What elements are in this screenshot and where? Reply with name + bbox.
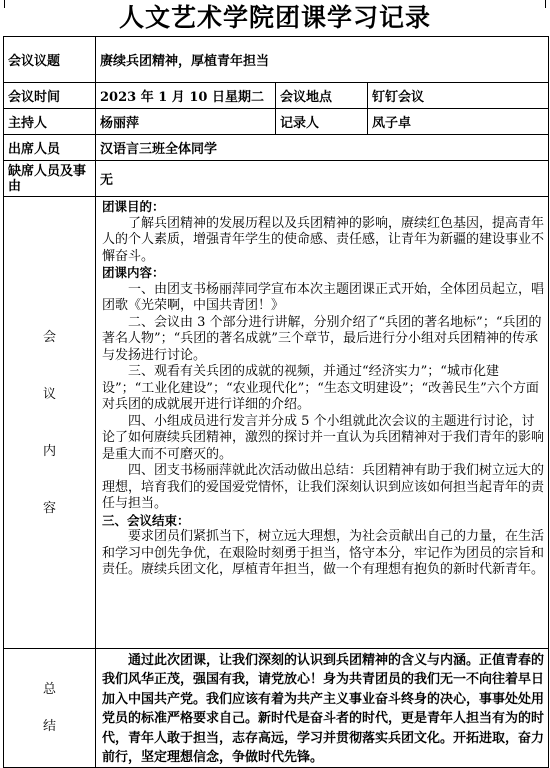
- host-label: 主持人: [4, 109, 96, 135]
- content-label-char: 议: [42, 386, 56, 402]
- summary-label-char: 总: [42, 682, 56, 698]
- absent-row: [4, 161, 549, 197]
- content-label: [4, 197, 96, 649]
- meeting-content: [96, 197, 549, 649]
- content-item: 四、小组成员进行发言并分成 5 个小组就此次会议的主题进行讨论，讨论了如何赓续兵团精神，激烈的探讨并一直认为兵团精神对于我们青年的影响是重大而不可磨灭的。: [102, 413, 545, 462]
- topic-label: 会议议题: [4, 37, 96, 83]
- conclusion-heading: 三、会议结束：: [102, 512, 190, 528]
- attendees-label: 出席人员: [4, 135, 96, 161]
- attendees-value: 汉语言三班全体同学: [96, 135, 549, 161]
- recorder-value: 凤子卓: [368, 109, 549, 135]
- attendees-row: [4, 135, 549, 161]
- summary-row: [4, 649, 549, 768]
- recorder-label: 记录人: [276, 109, 368, 135]
- record-table: [3, 36, 549, 768]
- topic-value: 赓续兵团精神，厚植青年担当: [96, 37, 549, 83]
- absent-label: 缺席人员及事由: [4, 161, 96, 197]
- topic-row: [4, 37, 549, 83]
- summary-text: 通过此次团课，让我们深刻的认识到兵团精神的含义与内涵。正值青春的我们风华正茂，强国有我，请党放心！身为共青团员的我们无一不向往着早日加入中国共产党。我们应该有着为共产主义事业奋斗终身的决心，事事处处用党员的标准严格要求自己。新时代是奋斗者的时代，更是青年人担当有为的时代，青年人敢于担当，志存高远，学习并贯彻落实兵团文化。开拓进取，奋力前行，坚定理想信念，争做时代先锋。: [102, 653, 545, 766]
- content-row: [4, 197, 549, 649]
- summary-content: [96, 649, 549, 768]
- content-item: 二、会议由 3 个部分进行讲解，分别介绍了“兵团的著名地标”；“兵团的著名人物”；“兵团的著名成就”三个章节，最后进行分小组对兵团精神的传承与发扬进行讨论。: [102, 314, 542, 363]
- host-row: [4, 109, 549, 135]
- place-value: 钉钉会议: [368, 83, 549, 109]
- time-row: [4, 83, 549, 109]
- page-title: 人文艺术学院团课学习记录: [118, 3, 431, 32]
- conclusion-text: 要求团员们紧抓当下，树立远大理想，为社会贡献出自己的力量，在生活和学习中创先争优，在艰险时刻勇于担当，恪守本分，牢记作为团员的宗旨和责任。赓续兵团文化，厚植青年担当，做一个有理想有抱负的新时代新青年。: [102, 529, 545, 577]
- content-item: 三、观看有关兵团的成就的视频，并通过“经济实力”；“城市化建设”；“工业化建设”；“农业现代化”；“生态文明建设”；“改善民生”六个方面对兵团的成就展开进行详细的介绍。: [102, 364, 539, 412]
- purpose-heading: 团课目的：: [102, 199, 165, 214]
- process-heading: 团课内容：: [102, 265, 165, 280]
- content-label-char: 内: [42, 443, 56, 459]
- content-item: 四、团支书杨丽萍就此次活动做出总结：兵团精神有助于我们树立远大的理想，培育我们的爱国爱党情怀，让我们深刻认识到应该如何担当起青年的责任与担当。: [102, 463, 545, 511]
- absent-value: 无: [96, 161, 549, 197]
- summary-label: [4, 649, 96, 768]
- content-label-char: 会: [42, 329, 56, 345]
- host-value: 杨丽萍: [96, 109, 276, 135]
- time-value: 2023 年 1 月 10 日星期二: [96, 83, 276, 109]
- content-item: 一、由团支书杨丽萍同学宣布本次主题团课正式开始，全体团员起立，唱团歌《光荣啊，中国共青团！》: [102, 281, 545, 313]
- time-label: 会议时间: [4, 83, 96, 109]
- place-label: 会议地点: [276, 83, 368, 109]
- summary-label-char: 结: [42, 719, 56, 735]
- purpose-text: 了解兵团精神的发展历程以及兵团精神的影响，赓续红色基因，提高青年人的个人素质，增强青年学生的使命感、责任感，让青年为新疆的建设事业不懈奋斗。: [102, 215, 545, 264]
- content-label-char: 容: [42, 500, 56, 516]
